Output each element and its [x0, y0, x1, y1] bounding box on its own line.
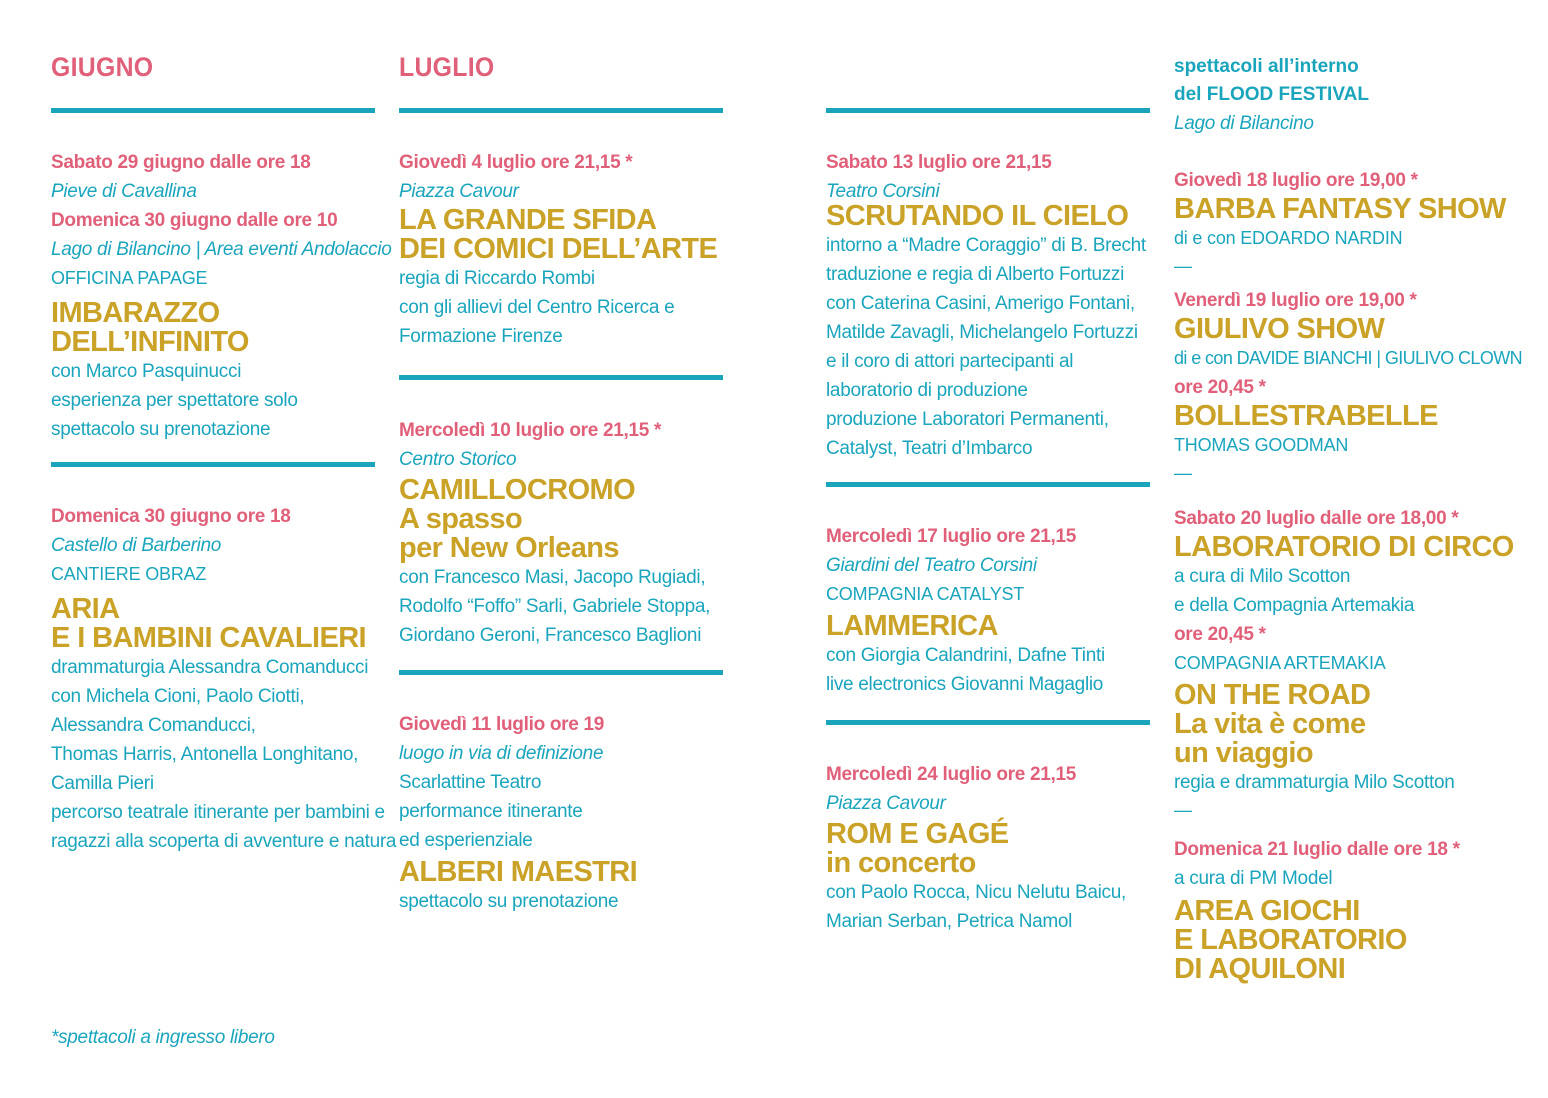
event-info: esperienza per spettatore solo — [51, 390, 298, 411]
event-info: con Michela Cioni, Paolo Ciotti, — [51, 686, 305, 707]
flood-festival-header — [1174, 53, 1369, 138]
event-info: a cura di Milo Scotton — [1174, 566, 1351, 587]
event-title-line: per New Orleans — [399, 532, 619, 564]
event-info: ed esperienziale — [399, 830, 533, 851]
event-title — [1174, 195, 1519, 224]
event-lammerica — [826, 522, 1150, 699]
event-company: COMPAGNIA CATALYST — [826, 584, 1025, 604]
event-info: intorno a “Madre Coraggio” di B. Brecht — [826, 235, 1146, 256]
event-company: CANTIERE OBRAZ — [51, 564, 207, 584]
event-title-line: AREA GIOCHI — [1174, 895, 1360, 927]
event-title — [826, 202, 1150, 231]
event-place: luogo in via di definizione — [399, 743, 604, 764]
event-date: Giovedì 4 luglio ore 21,15 * — [399, 152, 633, 173]
event-place: Centro Storico — [399, 449, 517, 470]
event-title-line: LABORATORIO DI CIRCO — [1174, 531, 1514, 563]
event-title-line: un viaggio — [1174, 737, 1314, 769]
event-date: Mercoledì 24 luglio ore 21,15 — [826, 764, 1077, 785]
event-title-line: La vita è come — [1174, 708, 1366, 740]
event-info: ragazzi alla scoperta di avventure e natura — [51, 831, 397, 852]
separator-dash: — — [1174, 463, 1192, 483]
separator-dash: — — [1174, 800, 1192, 820]
event-date: Sabato 13 luglio ore 21,15 — [826, 152, 1052, 173]
event-info: percorso teatrale itinerante per bambini e — [51, 802, 385, 823]
event-info: con Paolo Rocca, Nicu Nelutu Baicu, — [826, 882, 1126, 903]
event-laboratorio-di-circo — [1174, 504, 1519, 823]
event-title-line: LA GRANDE SFIDA — [399, 204, 657, 236]
event-date: ore 20,45 * — [1174, 624, 1266, 645]
event-place: Teatro Corsini — [826, 181, 940, 202]
divider-rule — [826, 720, 1150, 725]
event-info: con gli allievi del Centro Ricerca e — [399, 297, 675, 318]
month-heading-luglio: LUGLIO — [399, 52, 495, 82]
event-info: regia e drammaturgia Milo Scotton — [1174, 772, 1455, 793]
event-title — [51, 595, 375, 653]
event-info: spettacolo su prenotazione — [399, 891, 619, 912]
event-title — [51, 299, 375, 357]
event-date: Mercoledì 17 luglio ore 21,15 — [826, 526, 1077, 547]
event-date: Giovedì 18 luglio ore 19,00 * — [1174, 170, 1418, 191]
event-info: e della Compagnia Artemakia — [1174, 595, 1415, 616]
flood-header-place: Lago di Bilancino — [1174, 113, 1314, 134]
event-title-line: CAMILLOCROMO — [399, 474, 636, 506]
event-title — [826, 820, 1150, 878]
event-info: performance itinerante — [399, 801, 583, 822]
event-title-line: in concerto — [826, 847, 976, 879]
event-place: Lago di Bilancino | Area eventi Andolaccio — [51, 239, 392, 260]
event-info: Marian Serban, Petrica Namol — [826, 911, 1073, 932]
divider-rule — [51, 108, 375, 113]
event-title — [399, 206, 723, 264]
event-info: con Francesco Masi, Jacopo Rugiadi, — [399, 567, 706, 588]
event-info: spettacolo su prenotazione — [51, 419, 271, 440]
event-title — [1174, 533, 1519, 562]
event-camillocromo — [399, 416, 723, 650]
event-date: Giovedì 11 luglio ore 19 — [399, 714, 605, 735]
event-area-giochi — [1174, 835, 1519, 984]
event-scrutando-il-cielo — [826, 148, 1150, 463]
divider-rule — [399, 670, 723, 675]
divider-rule — [399, 108, 723, 113]
event-info: traduzione e regia di Alberto Fortuzzi — [826, 264, 1125, 285]
event-info: a cura di PM Model — [1174, 868, 1333, 889]
event-place: Piazza Cavour — [826, 793, 946, 814]
event-title-line: ALBERI MAESTRI — [399, 856, 638, 888]
event-place: Castello di Barberino — [51, 535, 222, 556]
flood-header-line: spettacoli all’interno — [1174, 56, 1359, 77]
event-title-line: IMBARAZZO — [51, 297, 220, 329]
event-info: con Marco Pasquinucci — [51, 361, 242, 382]
event-info: Rodolfo “Foffo” Sarli, Gabriele Stoppa, — [399, 596, 711, 617]
event-date: Domenica 30 giugno dalle ore 10 — [51, 210, 338, 231]
event-title — [1174, 402, 1519, 431]
event-title-line: DELL’INFINITO — [51, 326, 249, 358]
divider-rule — [826, 108, 1150, 113]
event-place: Piazza Cavour — [399, 181, 519, 202]
event-title-line: BOLLESTRABELLE — [1174, 400, 1438, 432]
event-title — [826, 612, 1150, 641]
event-title-line: E I BAMBINI CAVALIERI — [51, 622, 366, 654]
event-title-line: SCRUTANDO IL CIELO — [826, 200, 1129, 232]
event-info: Formazione Firenze — [399, 326, 563, 347]
event-company: COMPAGNIA ARTEMAKIA — [1174, 653, 1386, 673]
event-title-line: DI AQUILONI — [1174, 953, 1346, 985]
event-rom-e-gage — [826, 760, 1150, 936]
flood-header-line: del FLOOD FESTIVAL — [1174, 84, 1369, 105]
event-date: Sabato 20 luglio dalle ore 18,00 * — [1174, 508, 1459, 529]
event-title-line: BARBA FANTASY SHOW — [1174, 193, 1506, 225]
event-title — [399, 858, 723, 887]
event-alberi-maestri — [399, 710, 723, 916]
separator-dash: — — [1174, 256, 1192, 276]
event-grande-sfida — [399, 148, 723, 351]
event-info: di e con EDOARDO NARDIN — [1174, 228, 1403, 248]
event-date: Domenica 30 giugno ore 18 — [51, 506, 291, 527]
event-title — [1174, 681, 1519, 768]
event-info: Camilla Pieri — [51, 773, 154, 794]
event-place: Giardini del Teatro Corsini — [826, 555, 1037, 576]
event-barba-fantasy-show — [1174, 166, 1519, 279]
event-title-line: A spasso — [399, 503, 523, 535]
event-info: drammaturgia Alessandra Comanducci — [51, 657, 369, 678]
event-company: OFFICINA PAPAGE — [51, 268, 208, 288]
event-info: live electronics Giovanni Magaglio — [826, 674, 1104, 695]
event-title — [1174, 897, 1519, 984]
month-heading-giugno: GIUGNO — [51, 52, 154, 82]
event-info: Alessandra Comanducci, — [51, 715, 256, 736]
divider-rule — [51, 462, 375, 467]
event-info: produzione Laboratori Permanenti, — [826, 409, 1109, 430]
event-info: con Giorgia Calandrini, Dafne Tinti — [826, 645, 1105, 666]
event-place: Pieve di Cavallina — [51, 181, 197, 202]
event-aria — [51, 502, 397, 856]
event-title-line: ROM E GAGÉ — [826, 818, 1009, 850]
footnote: *spettacoli a ingresso libero — [51, 1027, 275, 1048]
event-title-line: ON THE ROAD — [1174, 679, 1371, 711]
event-title-line: DEI COMICI DELL’ARTE — [399, 233, 718, 265]
event-info: Thomas Harris, Antonella Longhitano, — [51, 744, 359, 765]
event-info: e il coro di attori partecipanti al — [826, 351, 1074, 372]
event-title-line: LAMMERICA — [826, 610, 998, 642]
event-info: Giordano Geroni, Francesco Baglioni — [399, 625, 702, 646]
divider-rule — [826, 482, 1150, 487]
event-imbarazzo — [51, 148, 392, 444]
event-date: Venerdì 19 luglio ore 19,00 * — [1174, 290, 1417, 311]
event-title-line: ARIA — [51, 593, 120, 625]
divider-rule — [399, 375, 723, 380]
event-giulivo-show — [1174, 286, 1523, 486]
event-info: regia di Riccardo Rombi — [399, 268, 595, 289]
event-info: di e con DAVIDE BIANCHI | GIULIVO CLOWN — [1174, 348, 1523, 368]
event-title-line: GIULIVO SHOW — [1174, 313, 1385, 345]
event-date: Sabato 29 giugno dalle ore 18 — [51, 152, 311, 173]
event-date: ore 20,45 * — [1174, 377, 1266, 398]
event-title-line: E LABORATORIO — [1174, 924, 1407, 956]
event-info: Catalyst, Teatri d’Imbarco — [826, 438, 1033, 459]
event-info: Matilde Zavagli, Michelangelo Fortuzzi — [826, 322, 1138, 343]
event-date: Mercoledì 10 luglio ore 21,15 * — [399, 420, 662, 441]
event-info: con Caterina Casini, Amerigo Fontani, — [826, 293, 1135, 314]
event-info: laboratorio di produzione — [826, 380, 1028, 401]
event-date: Domenica 21 luglio dalle ore 18 * — [1174, 839, 1460, 860]
event-title — [399, 476, 723, 563]
event-info: Scarlattine Teatro — [399, 772, 542, 793]
event-title — [1174, 315, 1519, 344]
event-info: THOMAS GOODMAN — [1174, 435, 1349, 455]
